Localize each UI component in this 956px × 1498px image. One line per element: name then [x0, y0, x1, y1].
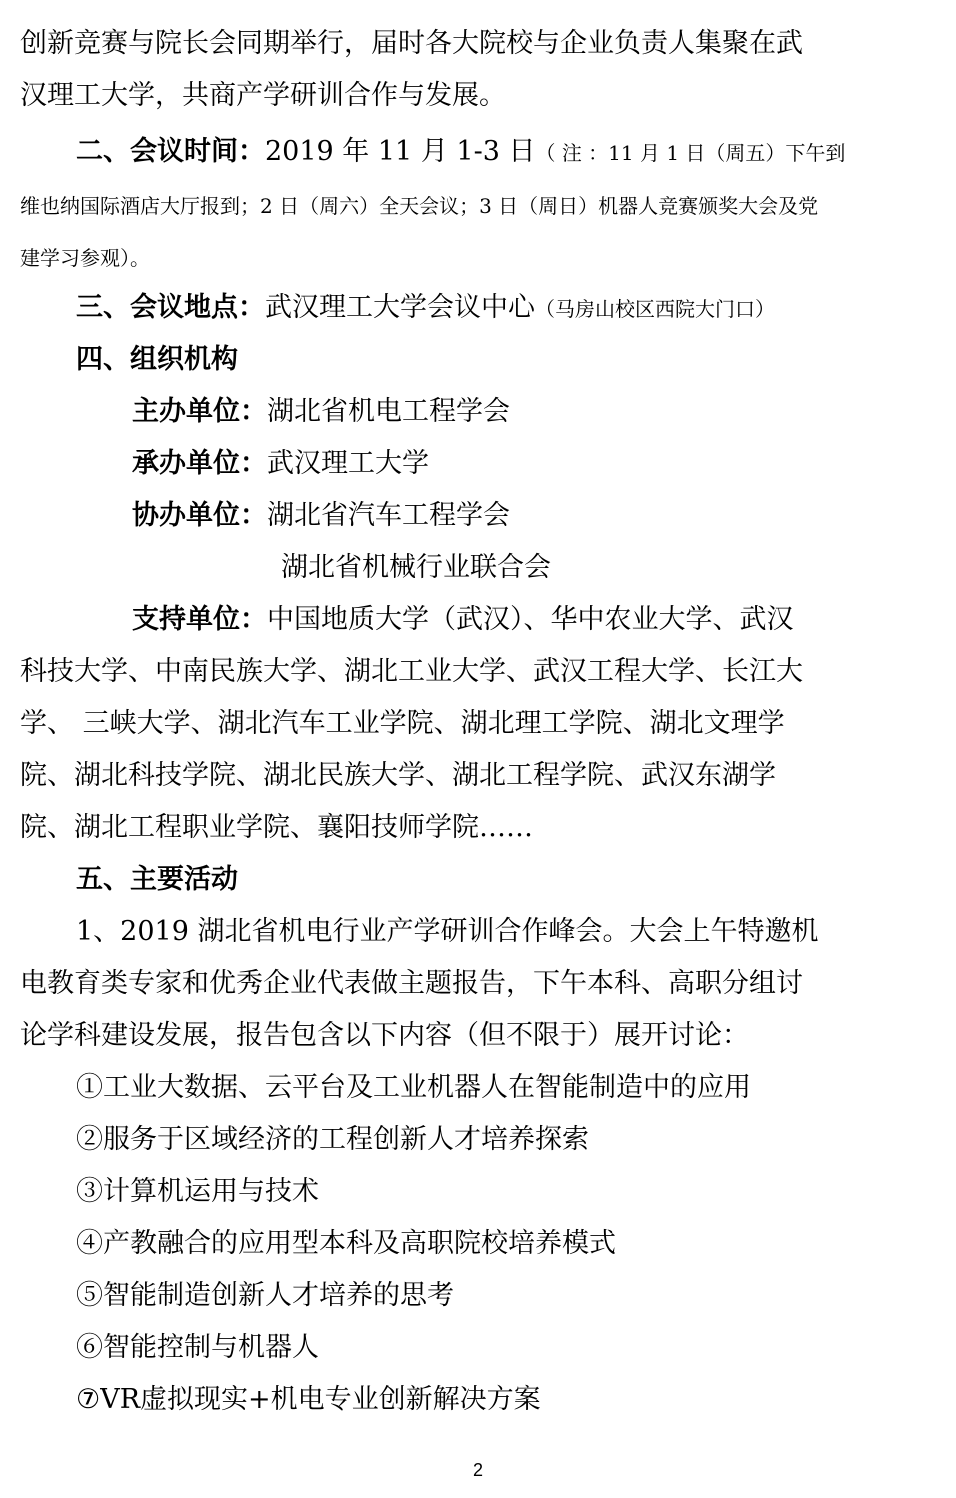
intro-line-1: 创新竞赛与院长会同期举行，届时各大院校与企业负责人集聚在武 [20, 28, 803, 59]
topic-item-6: ⑥智能控制与机器人 [76, 1332, 319, 1363]
meeting-venue-value: 武汉理工大学会议中心 [265, 292, 535, 323]
organizer-unit [132, 444, 956, 484]
support-unit-label: 支持单位： [132, 604, 267, 635]
meeting-time-note-2: 维也纳国际酒店大厅报到；2 日（周六）全天会议；3 日（周日）机器人竞赛颁奖大会及党 [20, 194, 819, 218]
co-organizer-label: 协办单位： [132, 500, 267, 531]
support-line-3: 学、 三峡大学、湖北汽车工业学院、湖北理工学院、湖北文理学 [20, 708, 785, 739]
activities-heading: 五、主要活动 [76, 864, 238, 895]
meeting-time [76, 132, 956, 173]
meeting-venue-note: （马房山校区西院大门口） [535, 297, 775, 321]
meeting-time-note: （ 注 ：11 月 1 日（周五）下午到 [535, 141, 846, 165]
topic-item-3: ③计算机运用与技术 [76, 1176, 319, 1207]
meeting-venue-heading: 三、会议地点： [76, 292, 265, 323]
organizer-unit-label: 承办单位： [132, 448, 267, 479]
co-organizer-unit [132, 496, 956, 536]
topic-item-2: ②服务于区域经济的工程创新人才培养探索 [76, 1124, 589, 1155]
support-line-1: 中国地质大学（武汉）、华中农业大学、武汉 [267, 604, 794, 635]
organizer-unit-value: 武汉理工大学 [267, 448, 429, 479]
host-unit-value: 湖北省机电工程学会 [267, 396, 510, 427]
co-organizer-value-2: 湖北省机械行业联合会 [281, 552, 551, 583]
support-line-4: 院、湖北科技学院、湖北民族大学、湖北工程学院、武汉东湖学 [20, 760, 776, 791]
support-line-5: 院、湖北工程职业学院、襄阳技师学院…… [20, 812, 533, 843]
meeting-time-note-3: 建学习参观）。 [20, 246, 150, 270]
meeting-time-heading: 二、会议时间： [76, 136, 265, 167]
topic-item-1: ①工业大数据、云平台及工业机器人在智能制造中的应用 [76, 1072, 751, 1103]
meeting-time-value: 2019 年 11 月 1-3 日 [265, 136, 536, 167]
co-organizer-value-1: 湖北省汽车工程学会 [267, 500, 510, 531]
topic-item-7: ⑦VR虚拟现实+机电专业创新解决方案 [76, 1384, 541, 1415]
topic-item-5: ⑤智能制造创新人才培养的思考 [76, 1280, 454, 1311]
topic-item-4: ④产教融合的应用型本科及高职院校培养模式 [76, 1228, 616, 1259]
activity-1-line-3: 论学科建设发展，报告包含以下内容（但不限于）展开讨论： [20, 1020, 749, 1051]
host-unit [132, 392, 956, 432]
support-unit [132, 600, 956, 640]
page-number: 2 [472, 1460, 483, 1480]
organization-heading: 四、组织机构 [76, 344, 238, 375]
intro-line-2: 汉理工大学，共商产学研训合作与发展。 [20, 80, 506, 111]
meeting-venue [76, 288, 956, 329]
host-unit-label: 主办单位： [132, 396, 267, 427]
activity-1-line-1: 1、2019 湖北省机电行业产学研训合作峰会。大会上午特邀机 [76, 916, 819, 947]
support-line-2: 科技大学、中南民族大学、湖北工业大学、武汉工程大学、长江大 [20, 656, 803, 687]
activity-1-line-2: 电教育类专家和优秀企业代表做主题报告，下午本科、高职分组讨 [20, 968, 803, 999]
